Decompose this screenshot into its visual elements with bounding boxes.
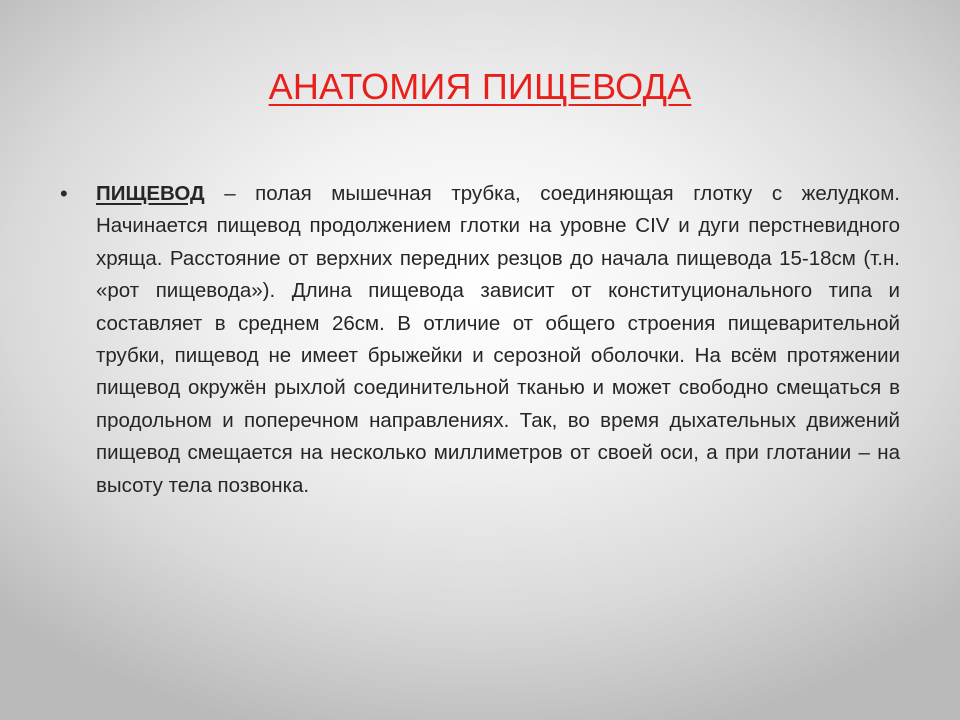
bullet-paragraph: [96, 178, 900, 502]
bullet-icon: •: [60, 181, 68, 206]
paragraph-text: – полая мышечная трубка, соединяющая глотку с желудком. Начинается пищевод продолжением глотки на уровне CIV и дуги перстневидного хряща. Расстояние от верхних передних резцов до начала пищевода 15-18см (т.н. «рот пищевода»). Длина пищевода зависит от конституционального типа и составляет в среднем 26см. В отличие от общего строения пищеварительной трубки, пищевод не имеет брыжейки и серозной оболочки. На всём протяжении пищевод окружён рыхлой соединительной тканью и может свободно смещаться в продольном и поперечном направлениях. Так, во время дыхательных движений пищевод смещается на несколько миллиметров от своей оси, а при глотании – на высоту тела позвонка.: [96, 182, 900, 497]
slide-content: [60, 178, 900, 502]
slide-title: АНАТОМИЯ ПИЩЕВОДА: [268, 66, 692, 107]
bullet-item: [60, 178, 900, 502]
term-heading: ПИЩЕВОД: [96, 182, 205, 205]
